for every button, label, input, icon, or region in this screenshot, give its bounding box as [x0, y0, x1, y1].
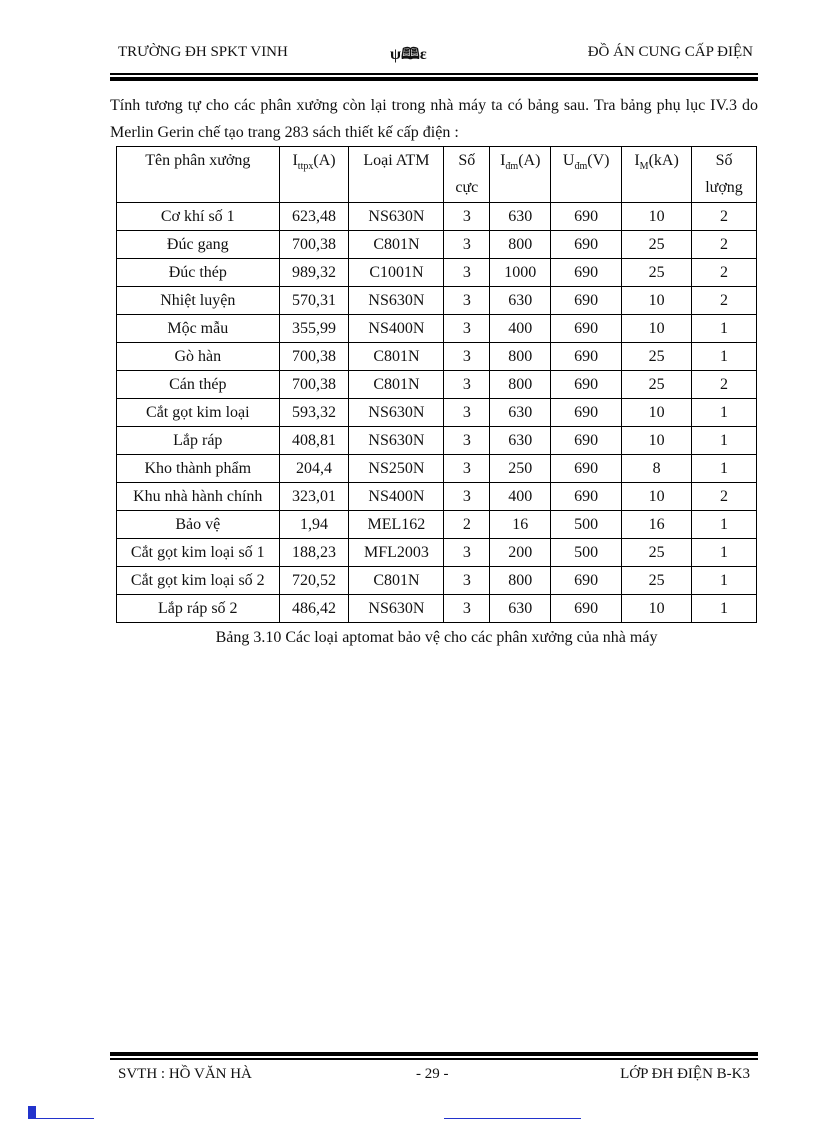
cell-ittpx: 989,32 [279, 259, 349, 287]
cell-atm-type: NS250N [349, 455, 444, 483]
cell-atm-type: C801N [349, 567, 444, 595]
document-title: ĐỒ ÁN CUNG CẤP ĐIỆN [587, 44, 753, 60]
cell-ittpx: 570,31 [279, 287, 349, 315]
cell-poles: 3 [444, 259, 490, 287]
cell-quantity: 1 [692, 427, 757, 455]
page-header [118, 44, 753, 66]
cell-workshop: Mộc mẫu [117, 315, 280, 343]
cell-udm: 690 [551, 455, 622, 483]
header-idm: $I_{đm}(A)$ [490, 147, 551, 203]
school-name: TRƯỜNG ĐH SPKT VINH [118, 44, 288, 60]
cell-udm: 690 [551, 595, 622, 623]
cell-im: 10 [622, 399, 692, 427]
cell-idm: 16 [490, 511, 551, 539]
cell-quantity: 2 [692, 259, 757, 287]
header-udm: $U_{đm}(V)$ [551, 147, 622, 203]
student-name: SVTH : HỒ VĂN HÀ [118, 1066, 252, 1082]
table-row [117, 539, 757, 567]
cell-idm: 630 [490, 287, 551, 315]
cell-ittpx: 720,52 [279, 567, 349, 595]
cell-ittpx: 188,23 [279, 539, 349, 567]
cell-workshop: Cắt gọt kim loại [117, 399, 280, 427]
cell-workshop: Cán thép [117, 371, 280, 399]
cell-idm: 630 [490, 427, 551, 455]
header-im: $I_M(kA)$ [622, 147, 692, 203]
table-row [117, 315, 757, 343]
cell-poles: 3 [444, 567, 490, 595]
cell-idm: 800 [490, 371, 551, 399]
cell-udm: 690 [551, 567, 622, 595]
cell-idm: 800 [490, 343, 551, 371]
footer-link-middle[interactable] [444, 1118, 581, 1119]
cell-atm-type: NS630N [349, 287, 444, 315]
cell-poles: 3 [444, 287, 490, 315]
cell-poles: 3 [444, 483, 490, 511]
cell-quantity: 2 [692, 483, 757, 511]
cell-poles: 3 [444, 371, 490, 399]
table-row [117, 567, 757, 595]
cell-udm: 690 [551, 203, 622, 231]
cell-idm: 800 [490, 231, 551, 259]
cell-im: 10 [622, 315, 692, 343]
cell-idm: 630 [490, 595, 551, 623]
cell-workshop: Cơ khí số 1 [117, 203, 280, 231]
cell-udm: 690 [551, 399, 622, 427]
cell-quantity: 1 [692, 567, 757, 595]
cell-quantity: 1 [692, 315, 757, 343]
table-row [117, 371, 757, 399]
cell-quantity: 2 [692, 203, 757, 231]
cell-poles: 3 [444, 539, 490, 567]
cell-ittpx: 204,4 [279, 455, 349, 483]
cell-ittpx: 355,99 [279, 315, 349, 343]
cell-idm: 400 [490, 315, 551, 343]
cell-udm: 690 [551, 371, 622, 399]
link-marker[interactable] [28, 1106, 36, 1118]
cell-idm: 250 [490, 455, 551, 483]
table-row [117, 595, 757, 623]
header-workshop: Tên phân xưởng [117, 147, 280, 203]
cell-atm-type: C801N [349, 231, 444, 259]
header-ittpx: $I_{ttpx}(A)$ [279, 147, 349, 203]
cell-udm: 690 [551, 259, 622, 287]
cell-udm: 690 [551, 315, 622, 343]
footer-rule [110, 1058, 758, 1060]
cell-udm: 690 [551, 231, 622, 259]
table-row [117, 259, 757, 287]
cell-quantity: 2 [692, 231, 757, 259]
table-row [117, 231, 757, 259]
table-row [117, 455, 757, 483]
header-poles: Số cực [444, 147, 490, 203]
cell-atm-type: MEL162 [349, 511, 444, 539]
cell-ittpx: 323,01 [279, 483, 349, 511]
header-rule-thick [110, 77, 758, 81]
cell-ittpx: 700,38 [279, 231, 349, 259]
cell-ittpx: 1,94 [279, 511, 349, 539]
cell-workshop: Nhiệt luyện [117, 287, 280, 315]
cell-udm: 690 [551, 343, 622, 371]
header-rule [110, 73, 758, 75]
table-row [117, 203, 757, 231]
header-atm-type: Loại ATM [349, 147, 444, 203]
cell-poles: 3 [444, 315, 490, 343]
cell-ittpx: 700,38 [279, 343, 349, 371]
cell-idm: 400 [490, 483, 551, 511]
cell-im: 10 [622, 595, 692, 623]
cell-ittpx: 408,81 [279, 427, 349, 455]
cell-udm: 500 [551, 539, 622, 567]
table-header-row [117, 147, 757, 203]
page-number: - 29 - [416, 1066, 449, 1082]
cell-workshop: Kho thành phẩm [117, 455, 280, 483]
book-ornament-icon: ψ🕮ε [390, 46, 427, 63]
cell-workshop: Khu nhà hành chính [117, 483, 280, 511]
cell-ittpx: 593,32 [279, 399, 349, 427]
cell-poles: 3 [444, 455, 490, 483]
cell-idm: 200 [490, 539, 551, 567]
cell-workshop: Đúc thép [117, 259, 280, 287]
cell-workshop: Bảo vệ [117, 511, 280, 539]
cell-workshop: Lắp ráp [117, 427, 280, 455]
footer-link-left[interactable] [28, 1118, 94, 1119]
cell-udm: 690 [551, 427, 622, 455]
cell-ittpx: 486,42 [279, 595, 349, 623]
cell-workshop: Lắp ráp số 2 [117, 595, 280, 623]
class-name: LỚP ĐH ĐIỆN B-K3 [620, 1066, 750, 1082]
cell-quantity: 1 [692, 511, 757, 539]
cell-im: 25 [622, 343, 692, 371]
cell-atm-type: NS400N [349, 315, 444, 343]
cell-im: 25 [622, 371, 692, 399]
table-row [117, 511, 757, 539]
cell-udm: 500 [551, 511, 622, 539]
cell-quantity: 1 [692, 595, 757, 623]
cell-quantity: 1 [692, 539, 757, 567]
cell-idm: 800 [490, 567, 551, 595]
cell-atm-type: NS630N [349, 595, 444, 623]
cell-im: 25 [622, 231, 692, 259]
cell-quantity: 1 [692, 343, 757, 371]
cell-quantity: 1 [692, 455, 757, 483]
footer-rule-thick [110, 1052, 758, 1056]
cell-workshop: Gò hàn [117, 343, 280, 371]
cell-atm-type: NS400N [349, 483, 444, 511]
page-footer [118, 1066, 750, 1088]
cell-poles: 3 [444, 399, 490, 427]
cell-im: 10 [622, 203, 692, 231]
cell-im: 10 [622, 427, 692, 455]
cell-im: 25 [622, 539, 692, 567]
cell-im: 8 [622, 455, 692, 483]
table-caption: Bảng 3.10 Các loại aptomat bảo vệ cho các phân xưởng của nhà máy [215, 629, 658, 646]
cell-quantity: 1 [692, 399, 757, 427]
cell-poles: 3 [444, 231, 490, 259]
table-row [117, 427, 757, 455]
table-row [117, 343, 757, 371]
cell-poles: 3 [444, 343, 490, 371]
table-row [117, 399, 757, 427]
cell-atm-type: MFL2003 [349, 539, 444, 567]
cell-quantity: 2 [692, 287, 757, 315]
cell-im: 25 [622, 259, 692, 287]
cell-poles: 2 [444, 511, 490, 539]
cell-workshop: Cắt gọt kim loại số 2 [117, 567, 280, 595]
cell-poles: 3 [444, 203, 490, 231]
intro-paragraph: Tính tương tự cho các phân xưởng còn lại trong nhà máy ta có bảng sau. Tra bảng phụ lục IV.3 do Merlin Gerin chế tạo trang 283 sách thiết kế cấp điện : [110, 97, 758, 141]
cell-im: 16 [622, 511, 692, 539]
cell-poles: 3 [444, 595, 490, 623]
cell-workshop: Cắt gọt kim loại số 1 [117, 539, 280, 567]
cell-udm: 690 [551, 287, 622, 315]
cell-workshop: Đúc gang [117, 231, 280, 259]
cell-im: 10 [622, 483, 692, 511]
cell-idm: 1000 [490, 259, 551, 287]
breaker-table [116, 146, 757, 623]
table-row [117, 287, 757, 315]
cell-atm-type: C801N [349, 343, 444, 371]
cell-atm-type: C1001N [349, 259, 444, 287]
cell-idm: 630 [490, 203, 551, 231]
header-quantity: Số lượng [692, 147, 757, 203]
cell-quantity: 2 [692, 371, 757, 399]
cell-ittpx: 623,48 [279, 203, 349, 231]
cell-idm: 630 [490, 399, 551, 427]
cell-atm-type: C801N [349, 371, 444, 399]
cell-im: 25 [622, 567, 692, 595]
cell-poles: 3 [444, 427, 490, 455]
cell-ittpx: 700,38 [279, 371, 349, 399]
cell-atm-type: NS630N [349, 399, 444, 427]
cell-atm-type: NS630N [349, 203, 444, 231]
cell-atm-type: NS630N [349, 427, 444, 455]
cell-udm: 690 [551, 483, 622, 511]
cell-im: 10 [622, 287, 692, 315]
table-row [117, 483, 757, 511]
